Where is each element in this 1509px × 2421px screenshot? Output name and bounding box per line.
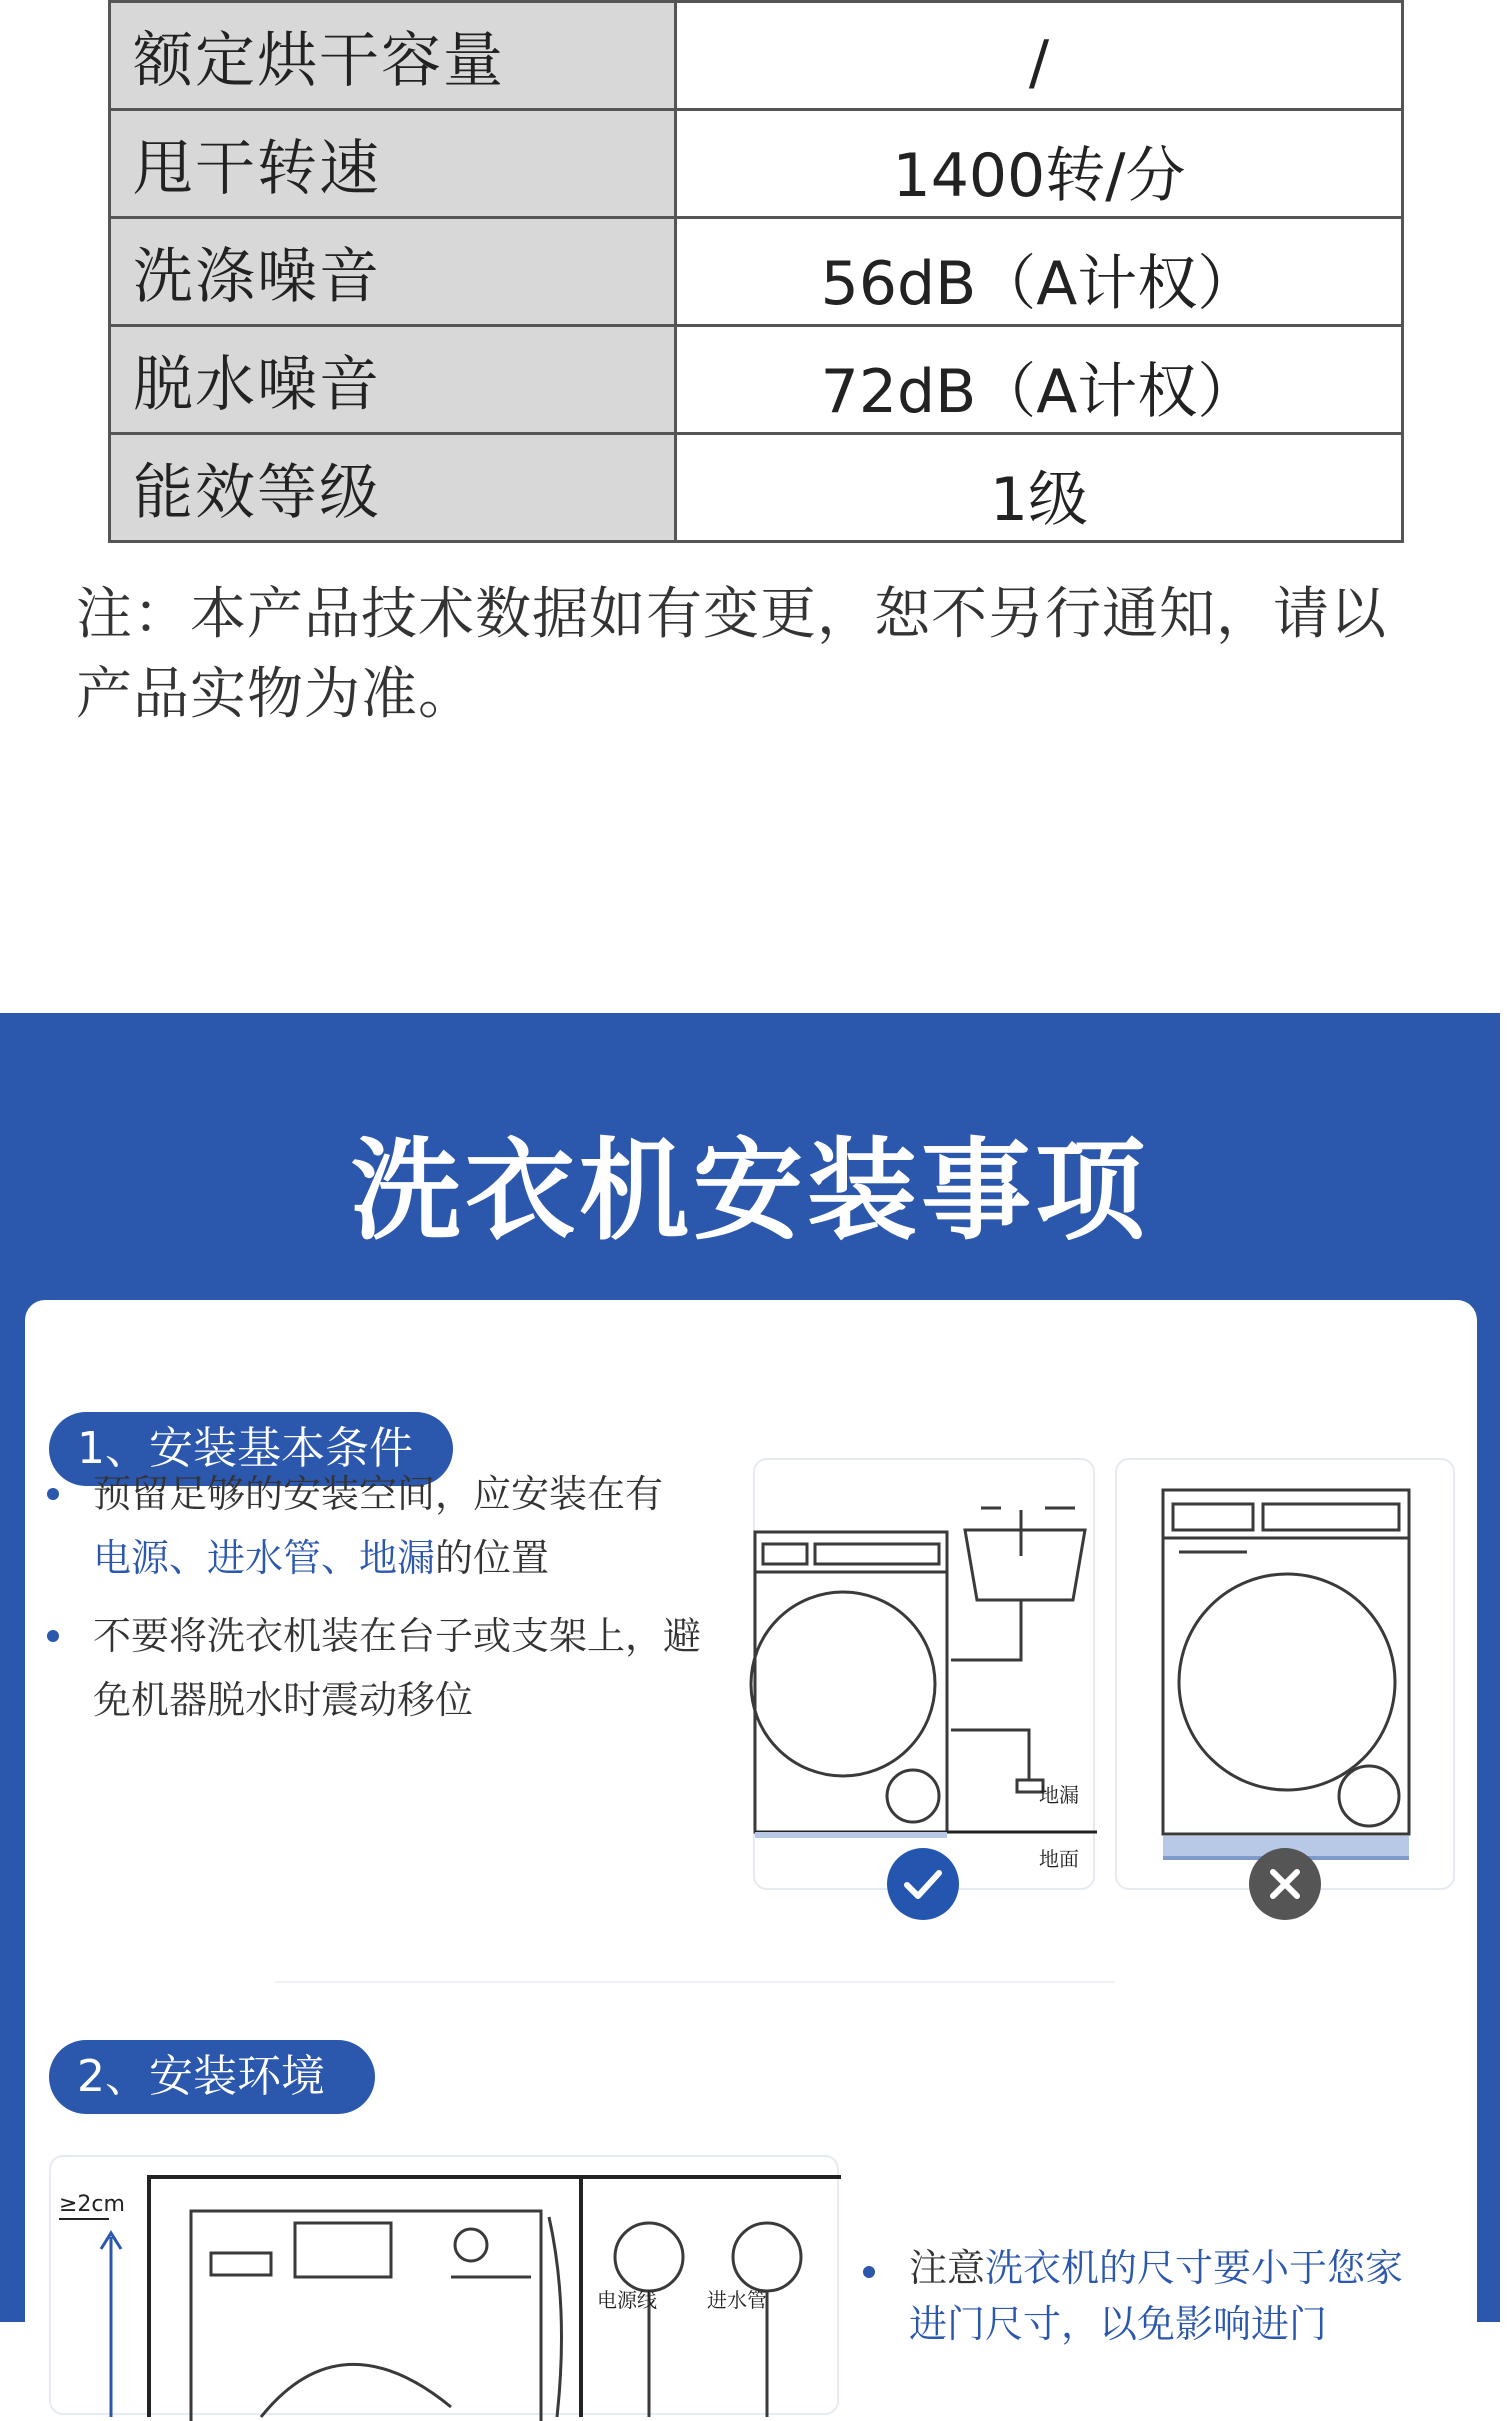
install-card — [25, 1300, 1477, 2400]
bullet-highlight: 洗衣机的尺寸要小于您家 — [985, 2246, 1404, 2290]
section-2-label: 2、安装环境 — [49, 2040, 375, 2114]
bullet-text: 不要将洗衣机装在台子或支架上，避免机器脱水时震动移位 — [93, 1614, 702, 1722]
section-divider — [275, 1981, 1115, 1983]
spec-key: 脱水噪音 — [110, 326, 676, 434]
bullet-highlight: 电源、进水管、地漏 — [93, 1536, 436, 1580]
install-section — [0, 1013, 1500, 2346]
bullet-dot-icon — [863, 2266, 875, 2278]
washer-environment-icon — [51, 2157, 841, 2417]
environment-figure — [49, 2155, 839, 2415]
bullet-dot-icon — [47, 1630, 59, 1642]
power-cord-label: 电源线 — [597, 2288, 657, 2312]
table-row — [110, 2, 1403, 110]
bullet-text: 的位置 — [435, 1536, 550, 1580]
table-row — [110, 326, 1403, 434]
washer-on-stand-icon — [1117, 1460, 1457, 1892]
check-icon — [887, 1848, 959, 1920]
correct-install-figure — [753, 1458, 1095, 1890]
table-row — [110, 218, 1403, 326]
bullet-highlight: 进门尺寸，以免影响进门 — [909, 2302, 1328, 2346]
spec-note: 注：本产品技术数据如有变更，恕不另行通知，请以产品实物为准。 — [76, 582, 1387, 727]
spec-key: 能效等级 — [110, 434, 676, 542]
table-row — [110, 434, 1403, 542]
incorrect-install-figure — [1115, 1458, 1455, 1890]
bullet-space-requirement — [47, 1462, 733, 1590]
bullet-no-stand — [47, 1604, 733, 1732]
install-title: 洗衣机安装事项 — [351, 1127, 1149, 1255]
bullet-door-size — [863, 2240, 1509, 2352]
bullet-text: 预留足够的安装空间，应安装在有 — [93, 1472, 664, 1516]
cross-icon — [1249, 1848, 1321, 1920]
spec-value: 72dB（A计权） — [676, 326, 1403, 434]
bullet-text: 注意 — [909, 2246, 986, 2290]
spec-key: 洗涤噪音 — [110, 218, 676, 326]
floor-label: 地面 — [1039, 1847, 1079, 1871]
water-inlet-label: 进水管 — [707, 2288, 767, 2312]
gap-label: ≥2cm — [59, 2192, 125, 2217]
spec-key: 甩干转速 — [110, 110, 676, 218]
bullet-dot-icon — [47, 1488, 59, 1500]
spec-table — [108, 0, 1404, 543]
washer-on-floor-icon — [755, 1460, 1097, 1892]
spec-value: / — [676, 2, 1403, 110]
spec-key: 额定烘干容量 — [110, 2, 676, 110]
drain-label: 地漏 — [1039, 1783, 1079, 1807]
table-row — [110, 110, 1403, 218]
spec-value: 1级 — [676, 434, 1403, 542]
section-1-label: 1、安装基本条件 — [49, 1412, 453, 1486]
spec-value: 1400转/分 — [676, 110, 1403, 218]
spec-value: 56dB（A计权） — [676, 218, 1403, 326]
